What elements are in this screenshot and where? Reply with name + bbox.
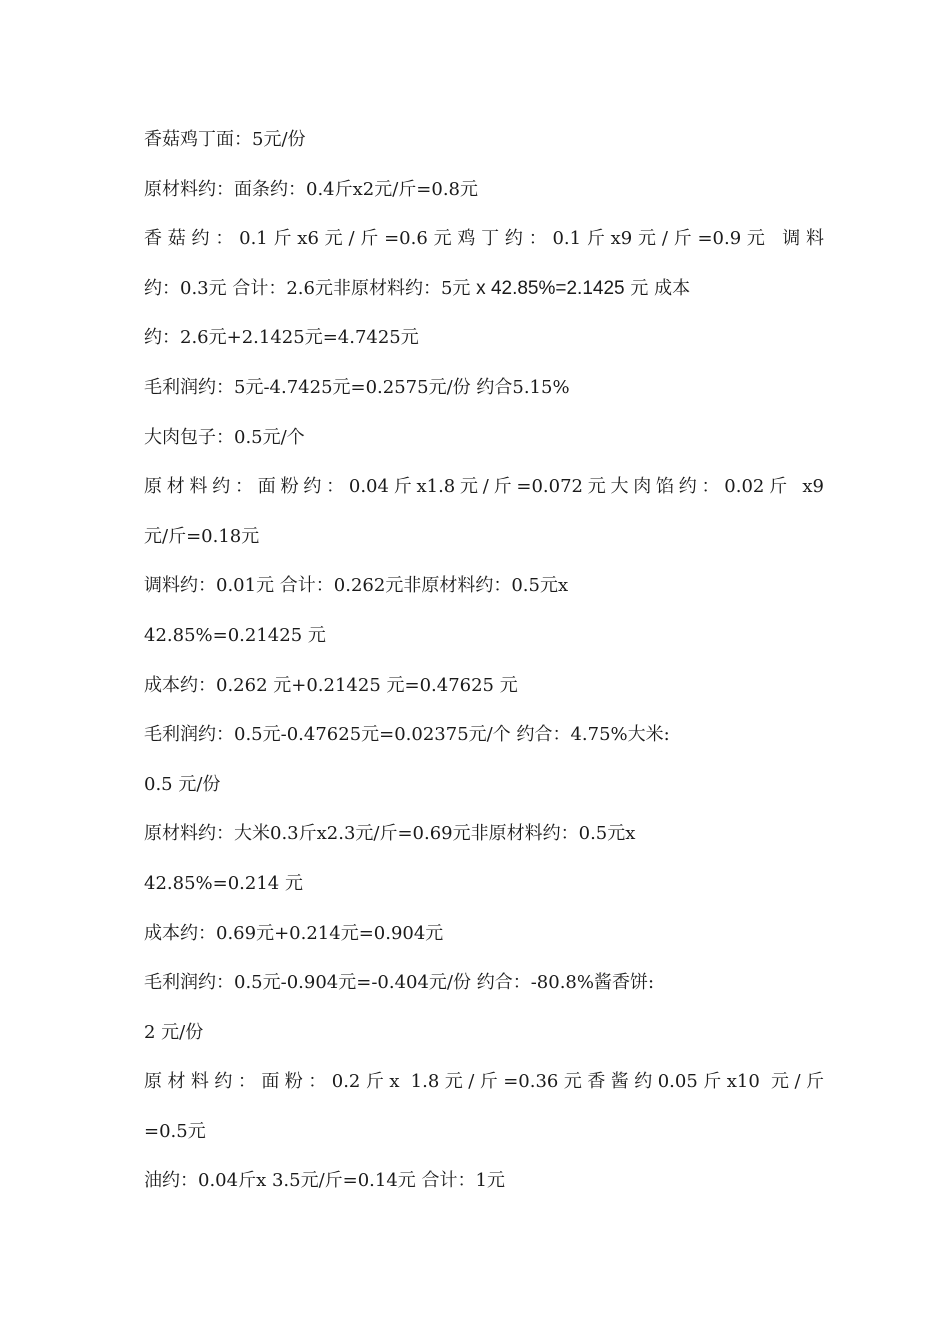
- text-line-3: 香菇约：0.1斤x6元/斤=0.6元鸡丁约：0.1斤x9元/斤=0.9元 调料: [144, 228, 824, 250]
- text-line-14: 0.5 元/份: [144, 773, 221, 795]
- text-line-10: 调料约：0.01元 合计：0.262元非原材料约：0.5元x: [144, 575, 569, 597]
- text-line-5: 约：2.6元+2.1425元=4.7425元: [144, 327, 419, 349]
- text-line-17: 成本约：0.69元+0.214元=0.904元: [144, 922, 444, 944]
- text-line-22: 油约：0.04斤x 3.5元/斤=0.14元 合计：1元: [144, 1170, 505, 1192]
- text-line-21: =0.5元: [144, 1120, 206, 1142]
- text-line-12: 成本约：0.262 元+0.21425 元=0.47625 元: [144, 674, 518, 696]
- text-line-1: 香菇鸡丁面：5元/份: [144, 129, 306, 150]
- text-line-11: 42.85%=0.21425 元: [144, 624, 326, 646]
- text-line-15: 原材料约：大米0.3斤x2.3元/斤=0.69元非原材料约：0.5元x: [144, 823, 636, 845]
- text-line-4: [144, 273, 824, 323]
- text-line-18: 毛利润约：0.5元-0.904元=-0.404元/份 约合：-80.8%酱香饼:: [144, 972, 655, 994]
- text-line-6: 毛利润约：5元-4.7425元=0.2575元/份 约合5.15%: [144, 376, 570, 398]
- text-line-7: 大肉包子：0.5元/个: [144, 426, 305, 448]
- text-line-4-part-1: 约：0.3元 合计：2.6元非原材料约：5元: [144, 277, 471, 299]
- text-line-19: 2 元/份: [144, 1021, 204, 1043]
- text-line-4-formula: x 42.85%=2.1425: [476, 277, 625, 299]
- text-line-4-part-2: 元 成本: [630, 277, 691, 299]
- text-line-9: 元/斤=0.18元: [144, 525, 260, 547]
- text-line-13: 毛利润约：0.5元-0.47625元=0.02375元/个 约合：4.75%大米:: [144, 724, 670, 746]
- text-line-16: 42.85%=0.214 元: [144, 872, 303, 894]
- text-line-2: 原材料约：面条约：0.4斤x2元/斤=0.8元: [144, 178, 479, 200]
- text-line-20: 原材料约：面粉：0.2斤x 1.8元/斤=0.36元香酱约0.05斤x10 元/斤: [144, 1071, 824, 1093]
- text-line-8: 原材料约：面粉约：0.04斤x1.8元/斤=0.072元大肉馅约：0.02斤 x9: [144, 476, 824, 498]
- document-body: [144, 124, 824, 1215]
